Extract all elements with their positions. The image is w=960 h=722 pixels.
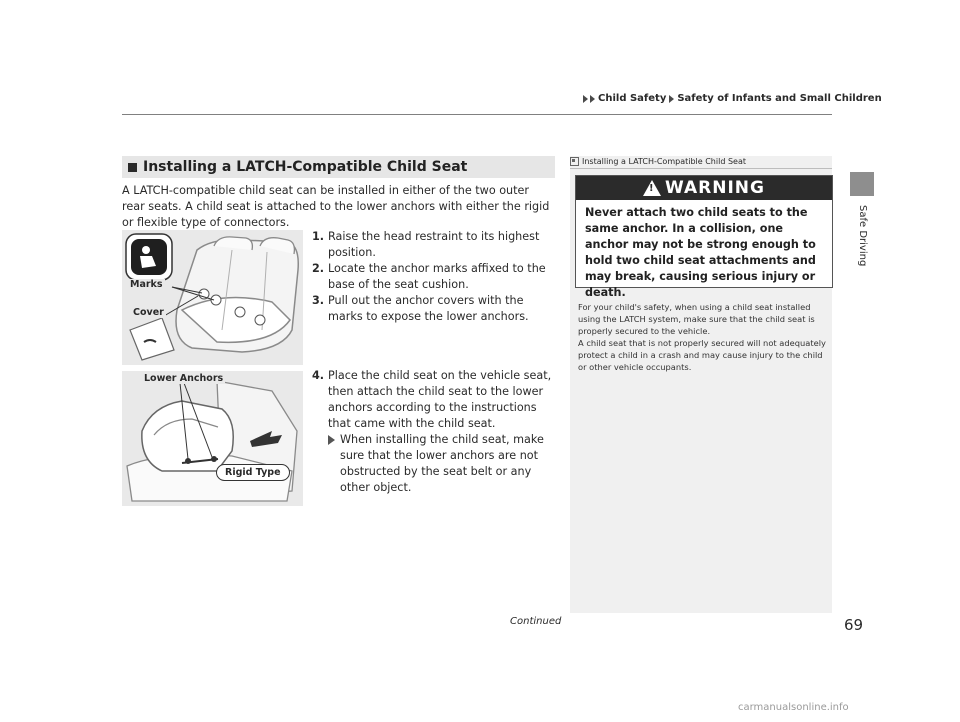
warning-triangle-icon: ! [643, 180, 661, 196]
step-number: 3. [312, 294, 325, 307]
watermark: carmanualsonline.info [738, 702, 849, 713]
page-number: 69 [844, 616, 864, 634]
continued-label: Continued [510, 616, 562, 627]
step-text: Raise the head restraint to its highest position. [328, 230, 540, 259]
step-text: Pull out the anchor covers with the marks to expose the lower anchors. [328, 294, 529, 323]
breadcrumb-item-infants[interactable]: Safety of Infants and Small Children [677, 93, 882, 104]
breadcrumb-arrow-icon [583, 95, 588, 103]
reference-marker-icon [570, 157, 579, 166]
step-sub-text: When installing the child seat, make sure that the lower anchors are not obstructed by the seat belt or any other object. [340, 433, 544, 494]
label-lower-anchors: Lower Anchors [144, 373, 224, 384]
label-marks: Marks [130, 279, 163, 290]
rear-seat-illustration [122, 230, 303, 365]
step-item [312, 368, 557, 432]
sidebar-paragraph: For your child's safety, when using a child seat installed using the LATCH system, make sure that the child seat is properly secured to the vehicle. [578, 302, 815, 336]
step-sub-item [328, 432, 557, 496]
sidebar-heading [570, 157, 832, 166]
warning-word: WARNING [665, 178, 765, 198]
sidebar-heading-rule [570, 168, 832, 169]
steps-list-1 [312, 229, 557, 325]
breadcrumb-arrow-icon [590, 95, 595, 103]
header-divider [122, 114, 832, 115]
warning-banner [576, 176, 832, 200]
step-text: Locate the anchor marks affixed to the base of the seat cushion. [328, 262, 546, 291]
label-cover: Cover [133, 307, 164, 318]
warning-text: Never attach two child seats to the same anchor. In a collision, one anchor may not be strong enough to hold two child seat attachments and may break, causing serious injury or death. [585, 206, 816, 299]
chapter-tab-marker [850, 172, 874, 196]
arrow-right-icon [328, 435, 335, 445]
breadcrumb-arrow-icon [669, 95, 674, 103]
section-title: Installing a LATCH-Compatible Child Seat [143, 159, 468, 175]
chapter-tab-label[interactable]: Safe Driving [857, 205, 868, 267]
section-intro: A LATCH-compatible child seat can be installed in either of the two outer rear seats. A child seat is attached to the lower anchors with either the rigid or flexible type of connectors. [122, 184, 550, 229]
seat-anchor-marks-illustration [122, 230, 303, 365]
step-item [312, 261, 557, 293]
heading-square-icon [128, 163, 137, 172]
steps-list-2 [312, 368, 557, 496]
step-item [312, 229, 557, 261]
section-heading [122, 156, 555, 178]
step-number: 2. [312, 262, 325, 275]
step-number: 1. [312, 230, 325, 243]
sidebar-paragraph: A child seat that is not properly secured will not adequately protect a child in a crash and may cause injury to the child or other vehicle occupants. [578, 338, 826, 372]
step-text: Place the child seat on the vehicle seat, then attach the child seat to the lower anchors according to the instructions that came with the child seat. [328, 369, 552, 430]
sidebar-body [578, 301, 828, 373]
sidebar-heading-text: Installing a LATCH-Compatible Child Seat [582, 157, 746, 166]
step-number: 4. [312, 369, 325, 382]
child-seat-lower-anchors-illustration [122, 371, 303, 506]
breadcrumb-item-child-safety[interactable]: Child Safety [598, 93, 667, 104]
child-seat-illustration [122, 371, 303, 506]
breadcrumb [582, 93, 882, 104]
warning-box [575, 175, 833, 299]
step-item [312, 293, 557, 325]
label-rigid-type: Rigid Type [216, 464, 290, 481]
